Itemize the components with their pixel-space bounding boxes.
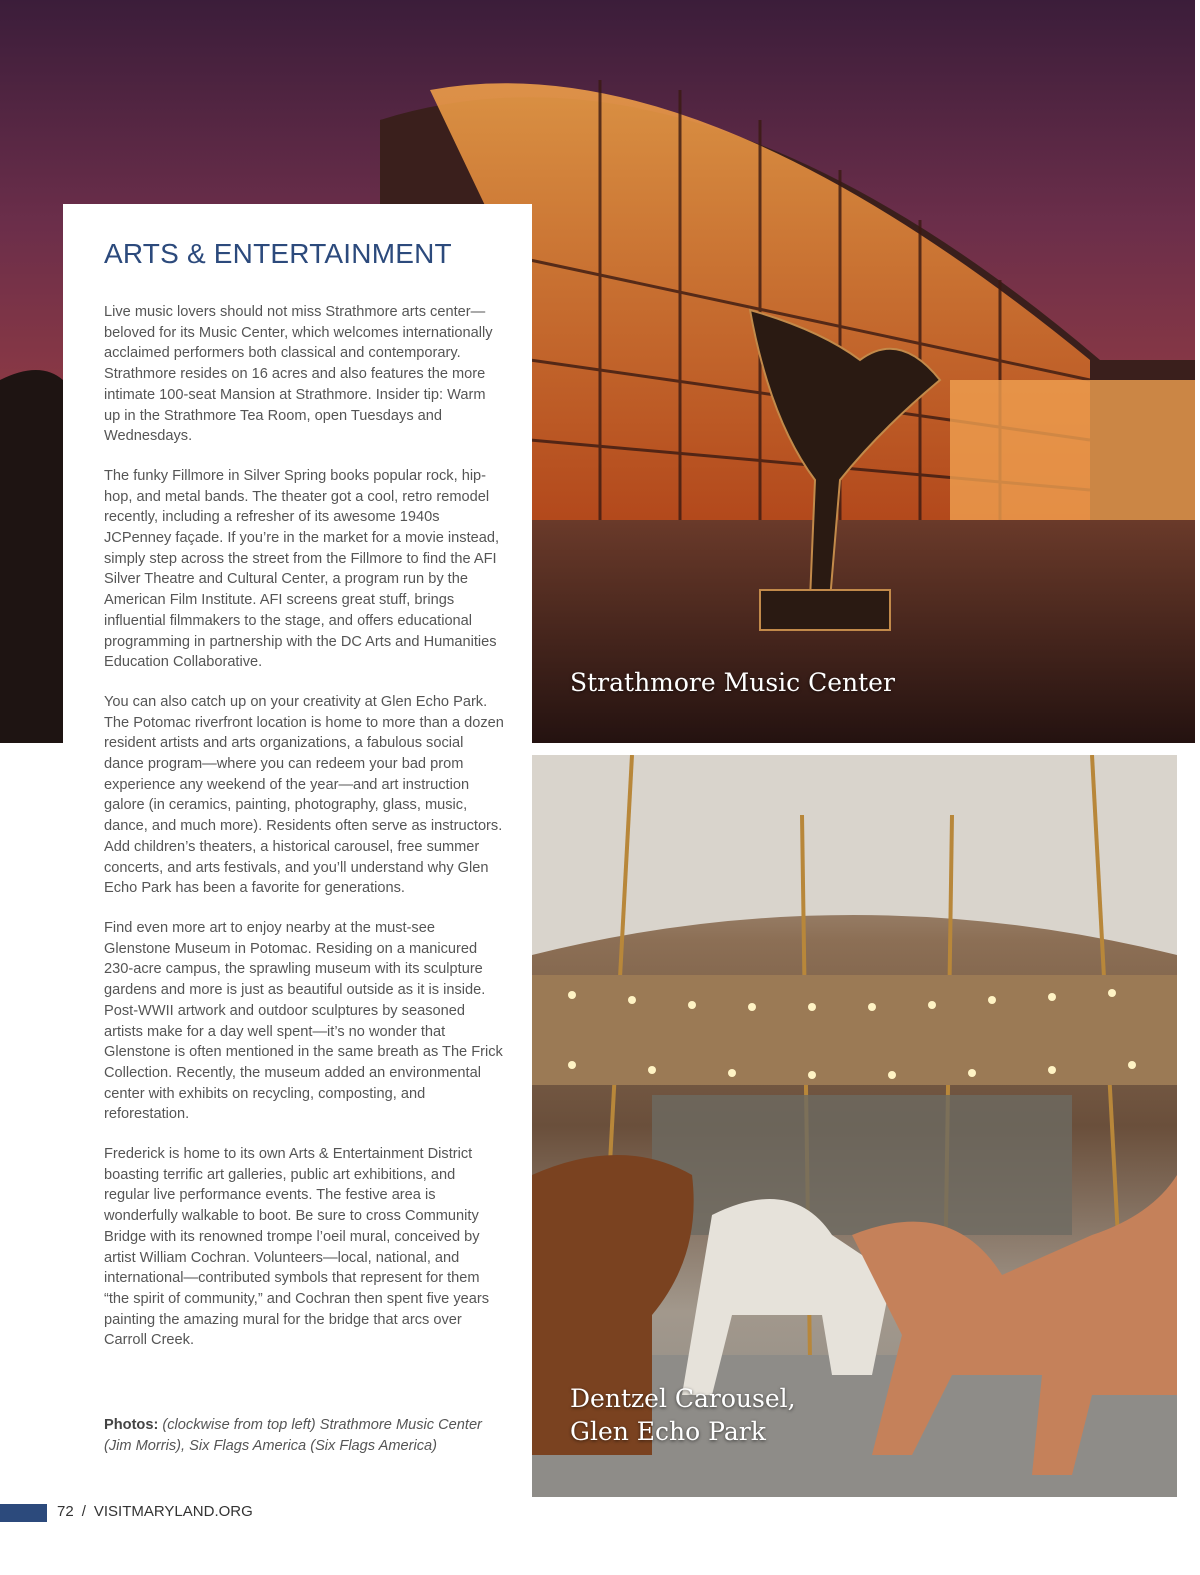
paragraph-glenstone: Find even more art to enjoy nearby at the must-see Glenstone Museum in Potomac. Residing on a manicured 230-acre campus, the sprawling museum with its sculpture gardens and more is just as beautiful outside as it is inside. Post-WWII artwork and outdoor sculptures by seasoned artists make for a day well spent—it’s no wonder that Glenstone is often mentioned in the same breath as The Frick Collection. Recently, the museum added an environmental center with exhibits on recycling, composting, and reforestation. — [104, 919, 503, 1123]
strathmore-caption: Strathmore Music Center — [570, 668, 895, 697]
photos-credit-text: (clockwise from top left) Strathmore Music Center (Jim Morris), Six Flags America (Six Flags America) — [104, 1417, 482, 1454]
carousel-caption: Dentzel Carousel, Glen Echo Park — [570, 1384, 796, 1446]
footer-site-link[interactable]: VISITMARYLAND.ORG — [93, 1503, 253, 1520]
paragraph-strathmore: Live music lovers should not miss Strathmore arts center—beloved for its Music Center, which welcomes internationally acclaimed performers both classical and contemporary. Strathmore resides on 16 acres and also features the more intimate 100-seat Mansion at Strathmore. Insider tip: Warm up in the Strathmore Tea Room, open Tuesdays and Wednesdays. — [104, 304, 493, 445]
paragraph-frederick: Frederick is home to its own Arts & Entertainment District boasting terrific art galleries, public art exhibitions, and regular live performance events. The festive area is wonderfully walkable to boot. Be sure to cross Community Bridge with its renowned trompe l’oeil mural, conceived by artist William Cochran. Volunteers—local, national, and international—contributed symbols that represent for them “the spirit of community,” and Cochran then spent five years painting the amazing mural for the bridge that arcs over Carroll Creek. — [104, 1146, 490, 1349]
footer-separator: / — [81, 1503, 86, 1520]
photo-credits — [104, 1415, 504, 1456]
page-number: 72 — [57, 1503, 74, 1520]
section-heading: ARTS & ENTERTAINMENT — [104, 238, 452, 269]
footer — [57, 1503, 253, 1520]
paragraph-glen-echo: You can also catch up on your creativity at Glen Echo Park. The Potomac riverfront location is home to more than a dozen resident artists and arts organizations, a fabulous social dance program—where you can redeem your bad prom experience any weekend of the year—and art instruction galore (in ceramics, painting, photography, glass, music, dance, and much more). Residents often serve as instructors. Add children’s theaters, a historical carousel, free summer concerts, and arts festivals, and you’ll understand why Glen Echo Park has been a favorite for generations. — [104, 693, 504, 897]
footer-accent-bar — [0, 1504, 47, 1522]
article-body — [104, 302, 504, 1370]
photos-label: Photos: — [104, 1417, 159, 1433]
paragraph-fillmore: The funky Fillmore in Silver Spring books popular rock, hip-hop, and metal bands. The theater got a cool, retro remodel recently, including a refresher of its awesome 1940s JCPenney façade. If you’re in the market for a movie instead, simply step across the street from the Fillmore to find the AFI Silver Theatre and Cultural Center, a program run by the American Film Institute. AFI screens great stuff, brings influential filmmakers to the stage, and offers educational programming in partnership with the DC Arts and Humanities Education Collaborative. — [104, 467, 500, 671]
